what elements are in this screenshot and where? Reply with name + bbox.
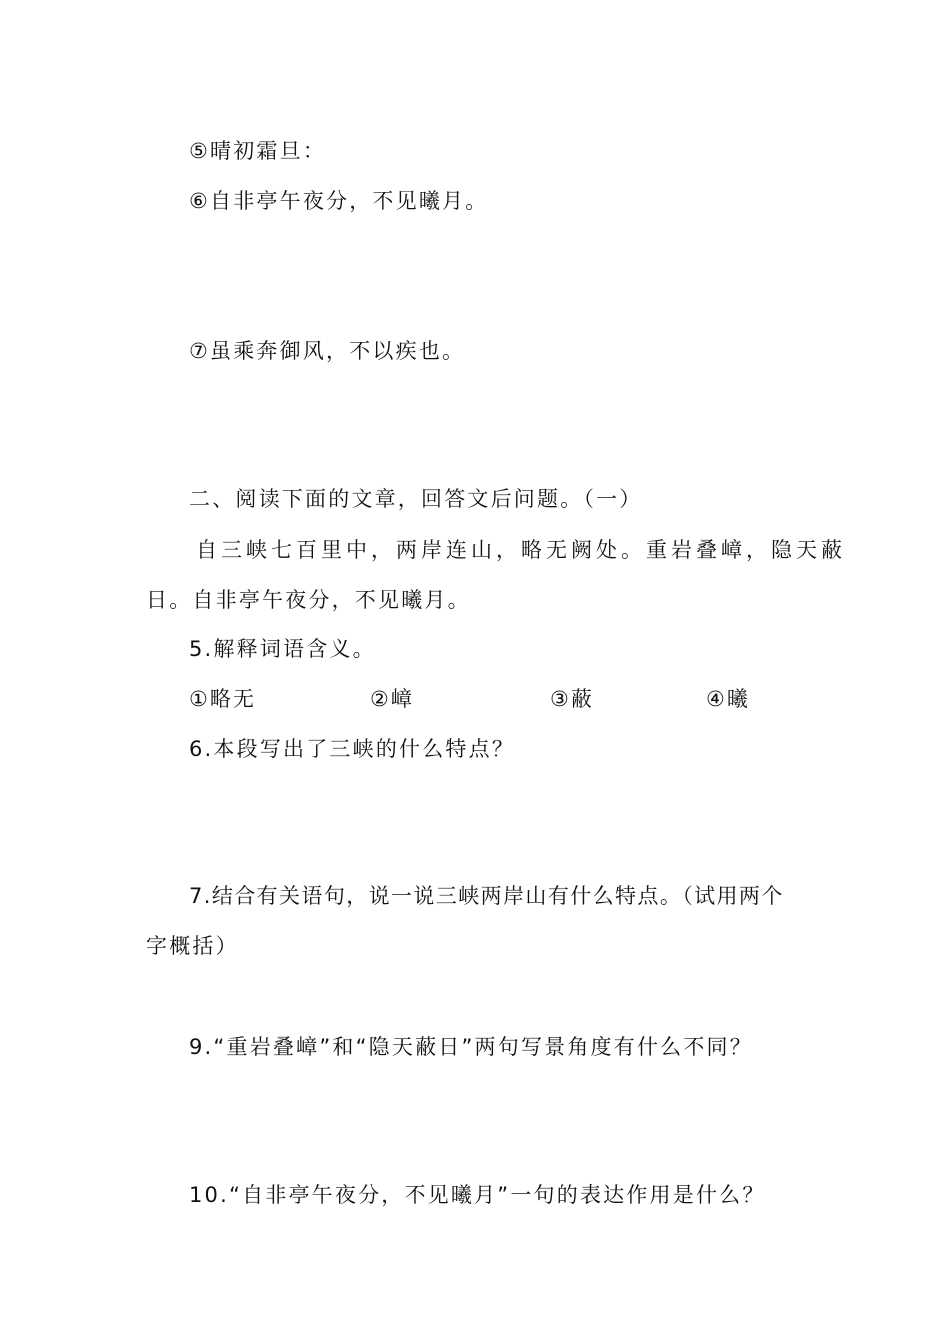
text-line: ⑦虽乘奔御风，不以疾也。 xyxy=(189,339,466,363)
question-7: 7.结合有关语句，说一说三峡两岸山有什么特点。（试用两个 xyxy=(189,884,784,908)
passage-line: 自三峡七百里中，两岸连山，略无阙处。重岩叠嶂，隐天蔽 xyxy=(196,538,846,562)
question-10: 10.“自非亭午夜分，不见曦月”一句的表达作用是什么？ xyxy=(189,1183,766,1207)
section-heading: 二、阅读下面的文章，回答文后问题。（一） xyxy=(189,487,643,511)
term-option: ③蔽 xyxy=(550,687,594,711)
question-7-continuation: 字概括） xyxy=(146,934,239,958)
question-6: 6.本段写出了三峡的什么特点？ xyxy=(189,737,516,761)
text-line: ⑥自非亭午夜分，不见曦月。 xyxy=(189,189,489,213)
passage-line: 日。自非亭午夜分，不见曦月。 xyxy=(146,588,471,612)
term-option: ②嶂 xyxy=(370,687,414,711)
term-option: ④曦 xyxy=(706,687,750,711)
term-option: ①略无 xyxy=(189,687,256,711)
question-9: 9.“重岩叠嶂”和“隐天蔽日”两句写景角度有什么不同？ xyxy=(189,1035,753,1059)
question-5: 5.解释词语含义。 xyxy=(189,637,376,661)
text-line: ⑤晴初霜旦： xyxy=(189,139,327,163)
